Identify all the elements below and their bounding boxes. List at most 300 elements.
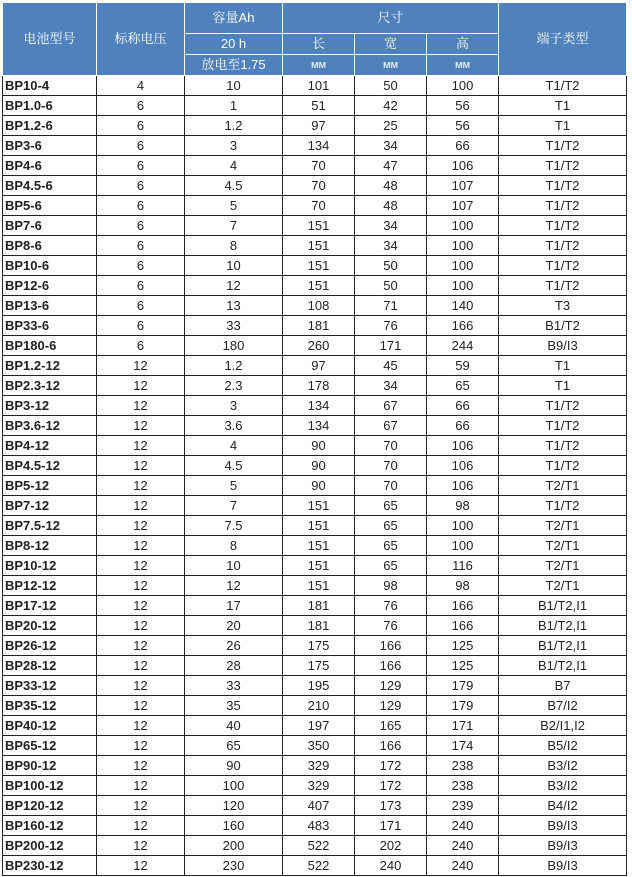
cell-length: 210	[283, 696, 355, 716]
cell-length: 151	[283, 496, 355, 516]
cell-height: 244	[427, 336, 499, 356]
cell-capacity: 1	[185, 96, 283, 116]
cell-width: 65	[355, 536, 427, 556]
table-row	[3, 716, 627, 736]
cell-capacity: 1.2	[185, 356, 283, 376]
cell-height: 59	[427, 356, 499, 376]
cell-width: 34	[355, 376, 427, 396]
cell-voltage: 6	[97, 116, 185, 136]
cell-model: BP4-12	[3, 436, 97, 456]
cell-length: 151	[283, 536, 355, 556]
cell-model: BP35-12	[3, 696, 97, 716]
cell-width: 129	[355, 676, 427, 696]
cell-height: 239	[427, 796, 499, 816]
cell-terminal: B2/I1,I2	[499, 716, 627, 736]
cell-width: 70	[355, 456, 427, 476]
cell-length: 178	[283, 376, 355, 396]
cell-terminal: T1/T2	[499, 416, 627, 436]
cell-terminal: T1/T2	[499, 156, 627, 176]
cell-model: BP17-12	[3, 596, 97, 616]
cell-terminal: T1	[499, 96, 627, 116]
table-row	[3, 156, 627, 176]
cell-capacity: 12	[185, 576, 283, 596]
cell-height: 106	[427, 156, 499, 176]
header-height-unit: мм	[427, 55, 499, 76]
cell-model: BP4.5-6	[3, 176, 97, 196]
cell-length: 134	[283, 416, 355, 436]
cell-capacity: 8	[185, 536, 283, 556]
cell-length: 350	[283, 736, 355, 756]
cell-model: BP100-12	[3, 776, 97, 796]
cell-capacity: 4.5	[185, 456, 283, 476]
cell-width: 173	[355, 796, 427, 816]
cell-height: 56	[427, 96, 499, 116]
cell-model: BP5-12	[3, 476, 97, 496]
cell-width: 166	[355, 736, 427, 756]
table-row	[3, 96, 627, 116]
cell-capacity: 200	[185, 836, 283, 856]
cell-capacity: 10	[185, 556, 283, 576]
cell-width: 42	[355, 96, 427, 116]
cell-terminal: B4/I2	[499, 796, 627, 816]
table-row	[3, 516, 627, 536]
cell-terminal: B1/T2,I1	[499, 616, 627, 636]
cell-length: 195	[283, 676, 355, 696]
table-row	[3, 576, 627, 596]
cell-length: 70	[283, 156, 355, 176]
cell-model: BP1.0-6	[3, 96, 97, 116]
table-row	[3, 736, 627, 756]
cell-voltage: 12	[97, 576, 185, 596]
header-width-unit: мм	[355, 55, 427, 76]
cell-terminal: T1/T2	[499, 396, 627, 416]
table-body	[3, 76, 627, 876]
cell-terminal: T2/T1	[499, 536, 627, 556]
table-row	[3, 296, 627, 316]
cell-height: 100	[427, 256, 499, 276]
cell-terminal: T1	[499, 376, 627, 396]
cell-height: 100	[427, 276, 499, 296]
cell-terminal: B7/I2	[499, 696, 627, 716]
cell-model: BP12-12	[3, 576, 97, 596]
cell-height: 106	[427, 436, 499, 456]
cell-width: 172	[355, 776, 427, 796]
header-width: 宽	[355, 34, 427, 55]
cell-length: 329	[283, 756, 355, 776]
cell-capacity: 65	[185, 736, 283, 756]
cell-model: BP33-6	[3, 316, 97, 336]
cell-height: 179	[427, 696, 499, 716]
cell-voltage: 12	[97, 736, 185, 756]
cell-height: 98	[427, 576, 499, 596]
cell-width: 129	[355, 696, 427, 716]
cell-length: 522	[283, 836, 355, 856]
cell-length: 181	[283, 596, 355, 616]
table-row	[3, 416, 627, 436]
cell-height: 240	[427, 836, 499, 856]
table-row	[3, 436, 627, 456]
cell-voltage: 12	[97, 456, 185, 476]
cell-width: 202	[355, 836, 427, 856]
cell-width: 50	[355, 276, 427, 296]
cell-width: 65	[355, 496, 427, 516]
cell-capacity: 7	[185, 496, 283, 516]
table-row	[3, 176, 627, 196]
cell-length: 70	[283, 196, 355, 216]
cell-length: 70	[283, 176, 355, 196]
cell-length: 97	[283, 356, 355, 376]
cell-model: BP200-12	[3, 836, 97, 856]
cell-model: BP10-4	[3, 76, 97, 96]
cell-terminal: T1/T2	[499, 216, 627, 236]
cell-width: 25	[355, 116, 427, 136]
cell-voltage: 6	[97, 316, 185, 336]
cell-capacity: 160	[185, 816, 283, 836]
cell-model: BP10-6	[3, 256, 97, 276]
table-row	[3, 496, 627, 516]
cell-terminal: B3/I2	[499, 776, 627, 796]
cell-capacity: 4	[185, 436, 283, 456]
cell-voltage: 6	[97, 216, 185, 236]
table-row	[3, 276, 627, 296]
table-row	[3, 256, 627, 276]
cell-width: 172	[355, 756, 427, 776]
cell-voltage: 6	[97, 256, 185, 276]
cell-voltage: 6	[97, 136, 185, 156]
cell-model: BP120-12	[3, 796, 97, 816]
cell-length: 483	[283, 816, 355, 836]
cell-terminal: T2/T1	[499, 556, 627, 576]
cell-width: 48	[355, 176, 427, 196]
cell-model: BP8-6	[3, 236, 97, 256]
table-row	[3, 196, 627, 216]
cell-terminal: T1/T2	[499, 456, 627, 476]
cell-voltage: 6	[97, 196, 185, 216]
cell-terminal: T1	[499, 116, 627, 136]
cell-height: 166	[427, 316, 499, 336]
cell-width: 76	[355, 316, 427, 336]
cell-height: 238	[427, 756, 499, 776]
cell-length: 97	[283, 116, 355, 136]
cell-height: 106	[427, 476, 499, 496]
cell-terminal: T3	[499, 296, 627, 316]
header-capacity-discharge: 放电至1.75	[185, 55, 283, 76]
table-row	[3, 116, 627, 136]
cell-model: BP3-6	[3, 136, 97, 156]
table-row	[3, 676, 627, 696]
table-row	[3, 536, 627, 556]
cell-voltage: 6	[97, 236, 185, 256]
cell-length: 90	[283, 456, 355, 476]
cell-width: 240	[355, 856, 427, 876]
cell-width: 76	[355, 616, 427, 636]
cell-model: BP3.6-12	[3, 416, 97, 436]
table-header	[3, 3, 627, 76]
cell-voltage: 12	[97, 516, 185, 536]
cell-voltage: 12	[97, 476, 185, 496]
cell-terminal: B1/T2,I1	[499, 636, 627, 656]
cell-capacity: 10	[185, 256, 283, 276]
cell-terminal: T1/T2	[499, 196, 627, 216]
header-terminal: 端子类型	[499, 3, 627, 76]
cell-height: 100	[427, 536, 499, 556]
header-capacity: 容量Ah	[185, 3, 283, 34]
cell-capacity: 4.5	[185, 176, 283, 196]
cell-length: 522	[283, 856, 355, 876]
cell-length: 151	[283, 276, 355, 296]
header-dimensions: 尺寸	[283, 3, 499, 34]
cell-height: 240	[427, 816, 499, 836]
cell-height: 98	[427, 496, 499, 516]
cell-terminal: B9/I3	[499, 836, 627, 856]
table-row	[3, 76, 627, 96]
table-row	[3, 476, 627, 496]
table-row	[3, 556, 627, 576]
cell-height: 107	[427, 176, 499, 196]
cell-terminal: B9/I3	[499, 336, 627, 356]
cell-length: 90	[283, 476, 355, 496]
cell-terminal: B1/T2,I1	[499, 656, 627, 676]
header-length-unit: мм	[283, 55, 355, 76]
cell-width: 47	[355, 156, 427, 176]
cell-terminal: T1/T2	[499, 76, 627, 96]
cell-width: 67	[355, 416, 427, 436]
cell-capacity: 28	[185, 656, 283, 676]
cell-height: 174	[427, 736, 499, 756]
cell-length: 151	[283, 256, 355, 276]
cell-voltage: 12	[97, 596, 185, 616]
cell-voltage: 12	[97, 396, 185, 416]
cell-terminal: T1/T2	[499, 236, 627, 256]
cell-height: 116	[427, 556, 499, 576]
cell-model: BP26-12	[3, 636, 97, 656]
cell-voltage: 12	[97, 836, 185, 856]
cell-model: BP160-12	[3, 816, 97, 836]
cell-capacity: 33	[185, 676, 283, 696]
cell-model: BP7-12	[3, 496, 97, 516]
cell-height: 179	[427, 676, 499, 696]
cell-terminal: B1/T2,I1	[499, 596, 627, 616]
cell-terminal: T1	[499, 356, 627, 376]
cell-length: 90	[283, 436, 355, 456]
header-model: 电池型号	[3, 3, 97, 76]
cell-width: 65	[355, 556, 427, 576]
cell-capacity: 10	[185, 76, 283, 96]
table-row	[3, 656, 627, 676]
cell-width: 166	[355, 656, 427, 676]
cell-voltage: 12	[97, 356, 185, 376]
cell-width: 165	[355, 716, 427, 736]
cell-model: BP33-12	[3, 676, 97, 696]
table-row	[3, 136, 627, 156]
cell-model: BP40-12	[3, 716, 97, 736]
cell-height: 106	[427, 456, 499, 476]
table-row	[3, 796, 627, 816]
cell-model: BP1.2-12	[3, 356, 97, 376]
cell-terminal: T1/T2	[499, 436, 627, 456]
cell-length: 134	[283, 136, 355, 156]
cell-voltage: 12	[97, 496, 185, 516]
cell-capacity: 7	[185, 216, 283, 236]
cell-height: 240	[427, 856, 499, 876]
cell-width: 34	[355, 236, 427, 256]
cell-height: 66	[427, 136, 499, 156]
cell-length: 175	[283, 656, 355, 676]
cell-width: 50	[355, 256, 427, 276]
cell-terminal: B9/I3	[499, 856, 627, 876]
cell-model: BP7-6	[3, 216, 97, 236]
table-row	[3, 336, 627, 356]
cell-capacity: 20	[185, 616, 283, 636]
cell-length: 329	[283, 776, 355, 796]
table-row	[3, 776, 627, 796]
cell-capacity: 100	[185, 776, 283, 796]
cell-width: 166	[355, 636, 427, 656]
cell-terminal: T1/T2	[499, 496, 627, 516]
cell-capacity: 3	[185, 396, 283, 416]
cell-height: 65	[427, 376, 499, 396]
cell-height: 140	[427, 296, 499, 316]
table-row	[3, 836, 627, 856]
cell-capacity: 3	[185, 136, 283, 156]
cell-width: 98	[355, 576, 427, 596]
cell-voltage: 12	[97, 856, 185, 876]
cell-voltage: 12	[97, 536, 185, 556]
cell-width: 34	[355, 216, 427, 236]
cell-capacity: 5	[185, 476, 283, 496]
cell-width: 48	[355, 196, 427, 216]
table-row	[3, 636, 627, 656]
cell-model: BP180-6	[3, 336, 97, 356]
cell-height: 125	[427, 656, 499, 676]
table-row	[3, 756, 627, 776]
cell-width: 50	[355, 76, 427, 96]
cell-height: 125	[427, 636, 499, 656]
cell-voltage: 6	[97, 96, 185, 116]
cell-model: BP2.3-12	[3, 376, 97, 396]
cell-length: 407	[283, 796, 355, 816]
cell-capacity: 3.6	[185, 416, 283, 436]
cell-terminal: T1/T2	[499, 256, 627, 276]
cell-capacity: 1.2	[185, 116, 283, 136]
table-row	[3, 376, 627, 396]
cell-capacity: 26	[185, 636, 283, 656]
cell-capacity: 120	[185, 796, 283, 816]
cell-length: 197	[283, 716, 355, 736]
table-row	[3, 456, 627, 476]
cell-voltage: 12	[97, 376, 185, 396]
cell-capacity: 12	[185, 276, 283, 296]
cell-width: 70	[355, 476, 427, 496]
cell-height: 171	[427, 716, 499, 736]
cell-height: 56	[427, 116, 499, 136]
table-row	[3, 816, 627, 836]
cell-length: 181	[283, 616, 355, 636]
header-capacity-hours: 20 h	[185, 34, 283, 55]
header-height: 高	[427, 34, 499, 55]
cell-height: 100	[427, 76, 499, 96]
cell-length: 260	[283, 336, 355, 356]
cell-width: 67	[355, 396, 427, 416]
cell-capacity: 5	[185, 196, 283, 216]
cell-model: BP7.5-12	[3, 516, 97, 536]
cell-voltage: 12	[97, 756, 185, 776]
cell-voltage: 12	[97, 676, 185, 696]
cell-voltage: 12	[97, 716, 185, 736]
cell-width: 171	[355, 336, 427, 356]
cell-voltage: 12	[97, 416, 185, 436]
cell-terminal: B5/I2	[499, 736, 627, 756]
cell-voltage: 12	[97, 816, 185, 836]
cell-width: 65	[355, 516, 427, 536]
cell-voltage: 6	[97, 156, 185, 176]
cell-length: 151	[283, 236, 355, 256]
cell-length: 108	[283, 296, 355, 316]
cell-width: 76	[355, 596, 427, 616]
cell-voltage: 12	[97, 436, 185, 456]
cell-height: 66	[427, 396, 499, 416]
cell-height: 100	[427, 236, 499, 256]
cell-capacity: 4	[185, 156, 283, 176]
table-row	[3, 396, 627, 416]
cell-model: BP5-6	[3, 196, 97, 216]
cell-length: 101	[283, 76, 355, 96]
table-row	[3, 596, 627, 616]
cell-terminal: T1/T2	[499, 136, 627, 156]
cell-model: BP4-6	[3, 156, 97, 176]
cell-capacity: 90	[185, 756, 283, 776]
cell-model: BP3-12	[3, 396, 97, 416]
header-length: 长	[283, 34, 355, 55]
cell-terminal: B7	[499, 676, 627, 696]
cell-capacity: 33	[185, 316, 283, 336]
cell-capacity: 40	[185, 716, 283, 736]
cell-length: 151	[283, 516, 355, 536]
cell-voltage: 12	[97, 636, 185, 656]
cell-length: 175	[283, 636, 355, 656]
cell-voltage: 12	[97, 556, 185, 576]
cell-terminal: B3/I2	[499, 756, 627, 776]
cell-capacity: 35	[185, 696, 283, 716]
cell-voltage: 6	[97, 276, 185, 296]
cell-capacity: 2.3	[185, 376, 283, 396]
cell-width: 71	[355, 296, 427, 316]
table-row	[3, 616, 627, 636]
cell-model: BP10-12	[3, 556, 97, 576]
cell-voltage: 6	[97, 296, 185, 316]
cell-height: 166	[427, 616, 499, 636]
cell-model: BP65-12	[3, 736, 97, 756]
cell-terminal: T1/T2	[499, 176, 627, 196]
cell-height: 100	[427, 516, 499, 536]
cell-voltage: 6	[97, 336, 185, 356]
table-row	[3, 356, 627, 376]
cell-model: BP28-12	[3, 656, 97, 676]
cell-voltage: 4	[97, 76, 185, 96]
cell-model: BP4.5-12	[3, 456, 97, 476]
cell-height: 66	[427, 416, 499, 436]
cell-model: BP90-12	[3, 756, 97, 776]
cell-capacity: 17	[185, 596, 283, 616]
cell-capacity: 230	[185, 856, 283, 876]
cell-model: BP20-12	[3, 616, 97, 636]
cell-model: BP12-6	[3, 276, 97, 296]
cell-height: 100	[427, 216, 499, 236]
table-row	[3, 216, 627, 236]
cell-length: 151	[283, 576, 355, 596]
cell-terminal: B1/T2	[499, 316, 627, 336]
cell-model: BP8-12	[3, 536, 97, 556]
